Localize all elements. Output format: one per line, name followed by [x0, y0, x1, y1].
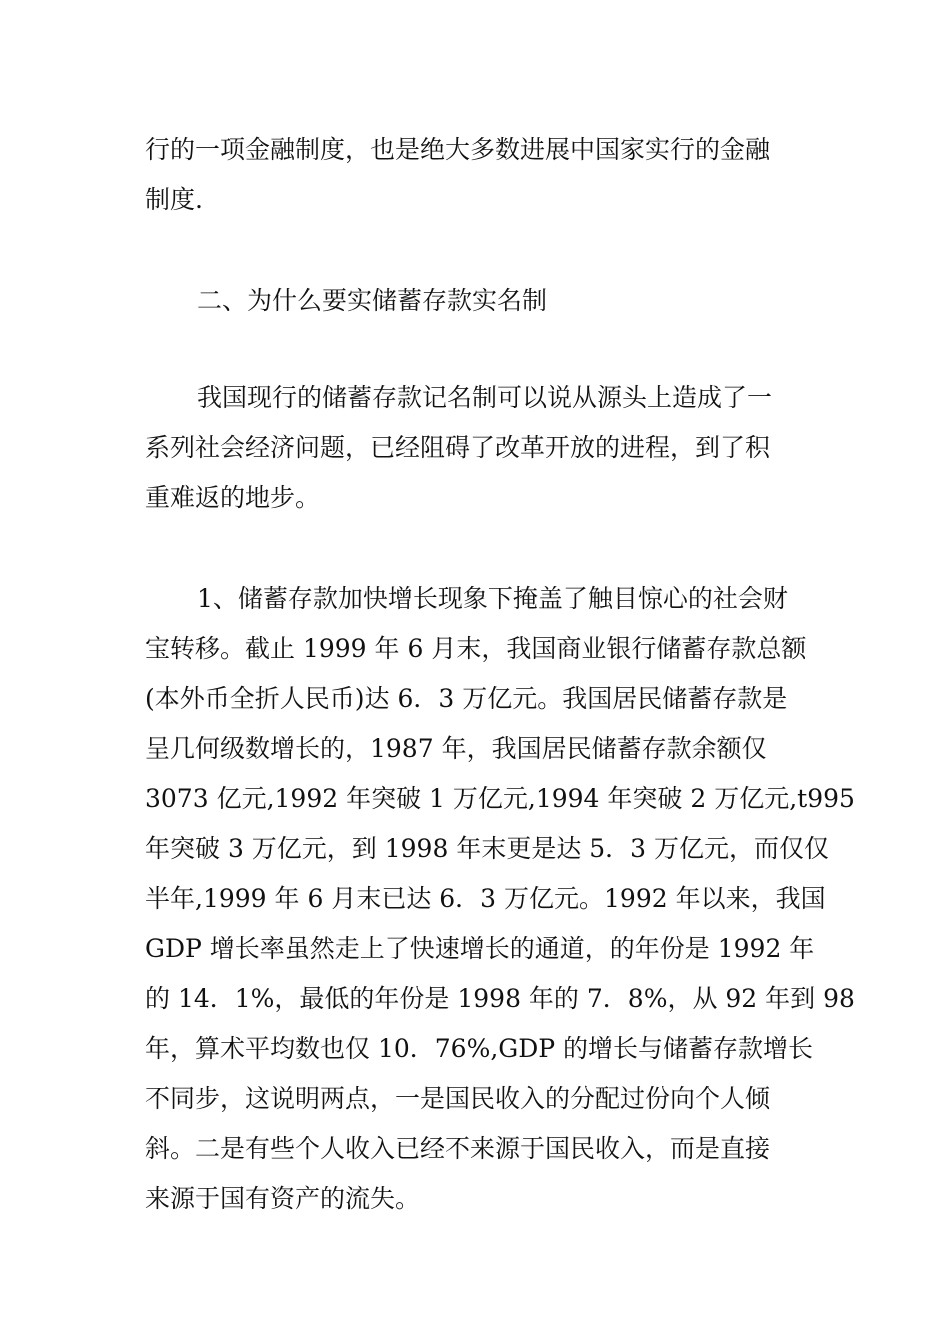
paragraph-line: 系列社会经济问题，已经阻碍了改革开放的进程，到了积 [145, 433, 771, 462]
paragraph-line: 行的一项金融制度，也是绝大多数进展中国家实行的金融 [145, 135, 771, 164]
section-heading-block [145, 276, 815, 326]
paragraph-line: 制度. [145, 185, 203, 214]
paragraph-line: 不同步，这说明两点，一是国民收入的分配过份向个人倾 [145, 1084, 771, 1113]
paragraph-line: 重难返的地步。 [145, 483, 321, 512]
paragraph-line: 年突破 3 万亿元，到 1998 年末更是达 5．3 万亿元，而仅仅 [145, 834, 830, 863]
paragraph-line: 来源于国有资产的流失。 [145, 1184, 421, 1213]
paragraph-line: GDP 增长率虽然走上了快速增长的通道，的年份是 1992 年 [145, 934, 815, 963]
paragraph-line: (本外币全折人民币)达 6．3 万亿元。我国居民储蓄存款是 [145, 684, 788, 713]
paragraph-line: 年，算术平均数也仅 10．76%,GDP 的增长与储蓄存款增长 [145, 1034, 814, 1063]
paragraph-line: 呈几何级数增长的，1987 年，我国居民储蓄存款余额仅 [145, 734, 767, 763]
paragraph-line: 的 14．1%，最低的年份是 1998 年的 7．8%，从 92 年到 98 [145, 984, 855, 1013]
paragraph-line: 宝转移。截止 1999 年 6 月末，我国商业银行储蓄存款总额 [145, 634, 807, 663]
paragraph-intro [145, 373, 815, 523]
section-heading: 二、为什么要实储蓄存款实名制 [197, 286, 548, 315]
paragraph-line: 斜。二是有些个人收入已经不来源于国民收入，而是直接 [145, 1134, 771, 1163]
paragraph-line: 我国现行的储蓄存款记名制可以说从源头上造成了一 [197, 383, 773, 412]
paragraph-point-1 [145, 574, 855, 1224]
paragraph-line: 1、储蓄存款加快增长现象下掩盖了触目惊心的社会财 [197, 584, 788, 613]
paragraph-line: 3073 亿元,1992 年突破 1 万亿元,1994 年突破 2 万亿元,t995 [145, 784, 855, 813]
paragraph-continuation [145, 125, 815, 225]
paragraph-line: 半年,1999 年 6 月末已达 6．3 万亿元。1992 年以来，我国 [145, 884, 826, 913]
